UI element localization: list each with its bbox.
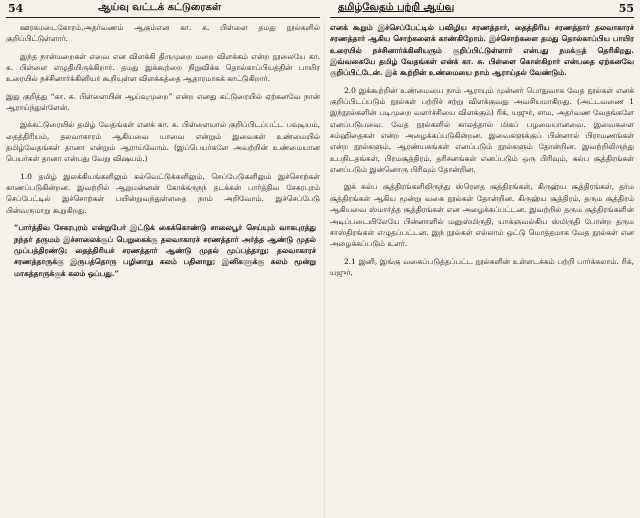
right-header-rule bbox=[330, 17, 634, 18]
paragraph: இக்கட்டுரையில் தமிழ் வேதங்கள் எனக் கா. சு. பிள்ளையால் குறிப்பிடப்பட்ட பவுடியம், தைத்திரியம், தலவாகாரம் ஆகியவை யாவை என்றும் இவைகள் உண்மையில் தமிழ்வேதங்கள் தானா என்றும் ஆராய்வோம். (இப்பெயர்களே அவற்றின் உண்மையான பெயர்கள் தானா என்பது வேறு விஷயம்.) bbox=[6, 120, 320, 164]
right-running-title: தமிழ்வேதம் பற்றி ஆய்வு bbox=[338, 2, 455, 13]
paragraph: இது குறித்து “கா. சு. பிள்ளையின் ஆய்வுமுறை” என்ற எனது கட்டுரையில் ஏற்கனவே நான் ஆராய்ந்துள்ளேன். bbox=[6, 91, 320, 113]
right-page-header bbox=[326, 2, 636, 18]
paragraph: 1.0 தமிழ் இலக்கியங்களிலும் கல்வெட்டுக்களிலும், செப்பேடுகளிலும் இச்சொற்கள் காணப்படுகின்றன. இவற்றில் ஆறுமன்னன் கோக்கருநந் தடக்கன் பார்த்திவ சேகரபுரம் செப்பேட்டில் இச்சொற்கள் பயின்றுவந்துள்ளதை நாம் அறிவோம். இச்செப்பேடு பின்வருமாறு கூறுகிறது. bbox=[6, 171, 320, 215]
left-page-header bbox=[6, 2, 322, 18]
paragraph: எனக் கூறும் இச்செப்பேட்டில் பவிழிய சரணத்தார், தைத்திரிய சரணத்தார் தலவாகாரச் சரணத்தார் ஆகிய சொற்களைக் காண்கிறோம். இச்சொற்களை தமது தொல்காப்பிய பாயிர உரையில் நச்சினார்க்கினியரும் குறிப்பிட்டுள்ளார் என்பது நமக்குத் தெரிகிறது. இவ்வகையே தமிழ் வேதங்கள் என்க் கா. சு. பிள்ளை கொள்கிறார் என்பதை ஏற்கனவே குறிப்பிட்டேன். இக் கூற்றின் உண்மையை நாம் ஆராய்தல் வேண்டும். bbox=[330, 23, 634, 78]
left-page-number: 54 bbox=[8, 2, 24, 15]
paragraph: 2.1 இனி, இங்கு வகைப்படுத்தப்பட்ட நூல்களின் உள்ளடக்கம் பற்றி பார்க்கலாம். ரிக், யஜுர், bbox=[330, 256, 634, 277]
page-gutter bbox=[324, 18, 325, 518]
right-page-number: 55 bbox=[618, 2, 634, 15]
left-page-body bbox=[6, 22, 320, 516]
paragraph: ஊரகமடைகோரம்,அதர்வணம் ஆகும்என கா. சு. பிள்ளை தமது நூல்களில் குறிப்பிட்டுள்ளார். bbox=[6, 23, 320, 44]
right-page-body bbox=[330, 22, 634, 516]
paragraph: 2.0 இக்கூற்றின் உண்மையை நாம் ஆராயும் முன்னர் பொதுவாக வேத நூல்கள் எனக் குறிப்பிடப்படும் நூல்கள் பற்றிச் சற்று விளக்குவது அவசியமாகிறது. (அட்டவணை 1 இந்நூல்களின் படிமுறை வளர்ச்சியை விளக்கும்) ரிக், யஜுர், சாம, அதர்வண வேதங்களே எனப்படுபவை. வேத நூல்களில் காலத்தால் மிகப் பழமையானவை. இவைகளை சம்ஹிதைகள் என்ற அழைக்கப்படுகின்றன. இவைகளுக்குப் பின்னால் பிராமணங்கள் என்ற நூல்களும், ஆரண்யகங்கள் எனப்படும் நூல்களும் தோன்றின. இவற்றிலிருந்து உபநிடதங்கள், பிரமசூத்திரம், தரிசனங்கள் எனப்படும் ஒரு பிரிவும், கல்ப சூத்திரங்கள் எனப்படும் இன்னொரு பிரிவும் தோன்றின. bbox=[330, 85, 634, 175]
paragraph: இக் கல்ப சூத்திரங்களிலிருந்து ஸ்ரௌத சூத்திரங்கள், கிருஹ்ய சூத்திரங்கள், தர்ம சூத்திரங்கள் ஆகிய மூன்று வகை நூல்கள் தோன்றின. கிருஹ்ய சூத்திரம், தரும சூத்திரம் ஆகியவை ஸ்மார்த்த சூத்திரங்கள் என அழைக்கப்பட்டன. இவற்றில் தரும சூத்திரங்களின் அடிப்படையிலேயே பின்னாளில் மனுஸ்மிருதி, யாக்ஞவல்கிய ஸ்மிருதி போன்ற தரும சாஸ்திரங்கள் எழுதப்பட்டன. இந் நூல்கள் எல்லாம் ஒட்டு மொத்தமாக வேத நூல்கள் என அழைக்கப்படும் உளர். bbox=[330, 182, 634, 249]
paragraph: இந்த நான்மறைகள் எவை என விளக்கி திருமுறை மறை விளக்கம் என்ற நூலையே கா. சு. பிள்ளை எழுதியிருக்கிறார். தமது இக்கூற்றை நிறுவிக்க தொல்காப்பியத்தின் பாயிர உரையில் நச்சினார்க்கினியர் கூறியுள்ள விளக்கத்தை ஆதாரமாகக் காட்டுகிறார். bbox=[6, 51, 320, 84]
inscription-quote: “பார்த்திவ சேகரபுரம் என்றுபேர் இட்டுக் கைக்கொண்டு சாலைபூர் செய்யும் வாகபுரத்து நந்தர் தருமம் இச்சாலைக்குப் பெறுகைக்கு தலவாகாரச் சரணத்தார் அர்த்த ஆண்டு முதல் முப்பத்திரண்டு; தைத்திரியச் சரணத்தார் ஆண்டு முதல் முப்பத்தாறு; தலவாகாரச் சரணத்தாருக்கு இருபத்தொரு பழினாறு கலம் பதினாறு; இனிகளுக்கு கலம் மூன்று மாகத்தாருக்குக் கலம் ஒப்பது.” bbox=[14, 223, 316, 278]
left-header-rule bbox=[6, 17, 320, 18]
left-running-title: ஆய்வு வட்டக் கட்டுரைகள் bbox=[98, 2, 221, 13]
